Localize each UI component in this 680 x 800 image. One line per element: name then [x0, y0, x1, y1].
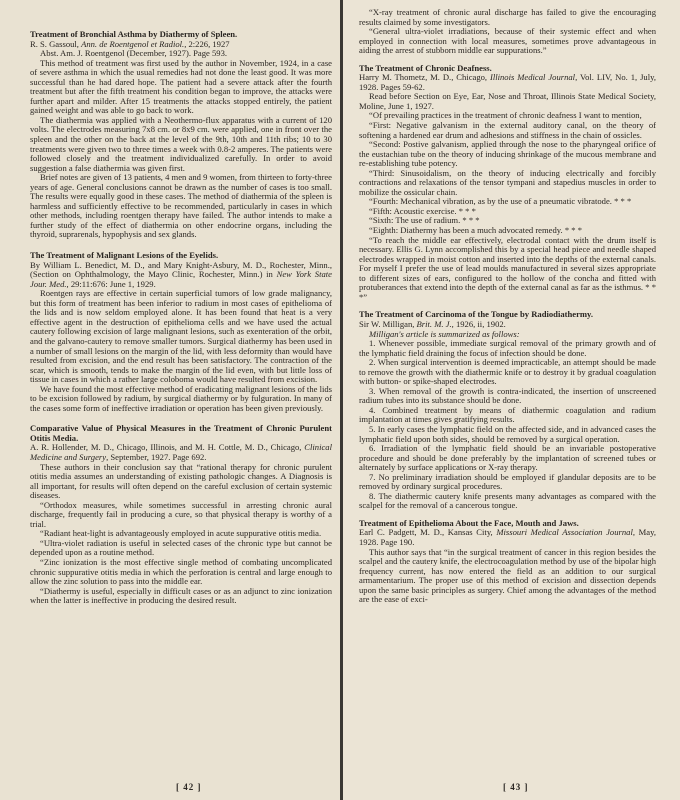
page-number: [ 42 ]	[176, 782, 202, 792]
article-title: Treatment of Bronchial Asthma by Diathermy of Spleen.	[30, 29, 238, 39]
paragraph: “Of prevailing practices in the treatment of chronic deafness I want to mention,	[369, 110, 642, 121]
paragraph: We have found the most effective method of eradicating malignant lesions of the lids to be excision followed by radium, by surgical diathermy or by fulguration. In many of the cases some form of ineffective irradiation or operation has been given previously.	[30, 383, 332, 413]
citation: , 1926, ii, 1902.	[451, 318, 506, 329]
citation: R. S. Gassoul,	[30, 38, 82, 49]
list-item: 7. No preliminary irradiation should be employed if glandular deposits are to be removed by ordinary surgical procedures.	[359, 471, 656, 492]
article-title: The Treatment of Malignant Lesions of the Eyelids.	[30, 250, 219, 261]
journal-name: Brit. M. J.	[416, 318, 452, 329]
journal-name: Ann. de Roentgenol et Radiol.	[81, 38, 185, 49]
paragraph: “Sixth: The use of radium. * * *	[369, 215, 480, 226]
citation: A. R. Hollender, M. D., Chicago, Illinois, and M. H. Cottle, M. D., Chicago,	[30, 442, 305, 453]
list-item: 8. The diathermic cautery knife presents many advantages as compared with the scalpel for the removal of a cancerous tongue.	[359, 490, 656, 511]
abstract-note: Abst. Am. J. Roentgenol (December, 1927). Page 593.	[40, 48, 228, 59]
right-column	[359, 8, 656, 605]
paragraph: “X-ray treatment of chronic aural discharge has failed to give the encouraging results claimed by some investigators.	[359, 7, 656, 27]
journal-name: Clinical Medicine and Surgery	[30, 442, 332, 462]
paragraph: “Fourth: Mechanical vibration, as by the use of a pneumatic vibratode. * * *	[369, 196, 632, 207]
paragraph: “To reach the middle ear effectively, electrodal contact with the drum itself is necessary. Ellis G. Lynn accomplished this by a special head piece and needle shaped electrodes wrapped in moist cotton and inserted into the depths of the external canals. For myself I prefer the use of lead moulds manufactured in several sizes appropriate to different sizes of ears, configured to the hollow of the concha and fitted with protuberances that extend into the depth of the external canal as far as the isthmus. * * *”	[359, 234, 656, 302]
left-column	[30, 30, 332, 606]
list-item: 4. Combined treatment by means of diathermic coagulation and radium implantation at times gives gratifying results.	[359, 404, 656, 425]
list-item: 2. When surgical intervention is deemed impracticable, an attempt should be made to remove the growth with the diathermic knife or to destroy it by gradual coagulation with button- or spike-shaped electrodes.	[359, 357, 656, 387]
paragraph: “General ultra-violet irradiations, because of their systemic effect and when employed in connection with local measures, sometimes prove advantageous in aiding the arrest of stubborn middle ear suppurations.”	[359, 26, 656, 56]
journal-name: Illinois Medical Journal	[489, 72, 576, 83]
article-title: The Treatment of Carcinoma of the Tongue by Radiodiathermy.	[359, 309, 594, 320]
paragraph: “Ultra-violet radiation is useful in selected cases of the chronic type but cannot be depended upon as a routine method.	[30, 537, 332, 558]
paragraph: “Zinc ionization is the most effective single method of combating uncomplicated chronic suppurative otitis media in which the perforation is central and large enough to allow the zinc solution to pass into the middle ear.	[30, 556, 332, 587]
article-title: Treatment of Epithelioma About the Face, Mouth and Jaws.	[359, 517, 579, 528]
paragraph: “Radiant heat-light is advantageously employed in acute suppurative otitis media.	[40, 528, 322, 539]
paragraph: “Second: Postive galvanism, applied through the nose to the pharyngeal orifice of the eustachian tube on the theory of inducing shrinkage of the mucous membrane and re-establishing tube potency.	[359, 139, 656, 169]
paragraph: “First: Negative galvanism in the external auditory canal, on the theory of softening a hardened ear drum and adhesions and stiffness in the chain of ossicles.	[359, 120, 656, 140]
citation: Harry M. Thometz, M. D., Chicago,	[359, 72, 490, 83]
paragraph: Roentgen rays are effective in certain superficial tumors of low grade malignancy, but this form of treatment has been inferior to radium in most cases of epithelioma of the lids and is now seldom employed alone. It has been found that heat is a very effective agent in the destruction of epithelioma cells and we have used the actual cautery following excision of large malignant lesions, such as exenteration of the orbit, and the galvano-cautery to remove smaller tumors. Surgical diathermy has been used in a number of small lesions on the margin of the lid, with less deformity than would have resulted from excision, and the end result has been satisfactory. The contraction of the scar, which is smooth, tends to make the margin of the lid even, with but little loss of tissue in cases in which a rather large coloboma would have resulted from excision.	[30, 288, 332, 385]
paragraph: “Third: Sinusoidalism, on the theory of inducing electrically and forcibly contractions and relaxations of the tensor tympani and stapedius muscles in order to mobilize the ossicular chain.	[359, 167, 656, 197]
right-page	[343, 0, 680, 800]
paragraph: This author says that “in the surgical treatment of cancer in this region besides the scalpel and the cautery knife, the electrocoagulation method by use of the bipolar high frequency current, has now entered the field as an addition to our surgical armamentarium. The proper use of this method of excision and dissection depends upon the same basic principles as surgery. Chief among the advantages of the method are the ease of exci-	[359, 546, 656, 605]
paragraph: The diathermia was applied with a Neothermo-flux apparatus with a current of 120 volts. The electrodes measuring 7x8 cm. or 8x9 cm. were applied, one in front over the spleen and the other on the back at the level of the 9th, 10th and 11th ribs; 10 to 30 treatments were given two to three times a week with 0.8-2 amperes. The patients were followed closely and the treatment individualized carefully. In order to avoid suggestion a false diathermia was given first.	[30, 114, 332, 173]
citation: , Vol. LIV, No. 1, July, 1928. Pages 59-62.	[359, 72, 656, 92]
list-item: 5. In early cases the lymphatic field on the affected side, and in advanced cases the lymphatic field upon both sides, should be removed by a surgical operation.	[359, 423, 656, 444]
paragraph: Read before Section on Eye, Ear, Nose and Throat, Illinois State Medical Society, Moline, June 1, 1927.	[359, 91, 656, 111]
paragraph: These authors in their conclusion say that “rational therapy for chronic purulent otitis media assumes an understanding of existing pathologic changes. A Diagnosis is all important, for results will often depend on the careful exclusion of certain systemic diseases.	[30, 461, 332, 501]
citation: , 29:11:676: June 1, 1929.	[66, 278, 156, 289]
list-item: 1. Whenever possible, immediate surgical removal of the primary growth and of the lymphatic field draining the focus of infection should be done.	[359, 338, 656, 358]
journal-name: Missouri Medical Association Journal	[496, 527, 633, 538]
article-title: The Treatment of Chronic Deafness.	[359, 62, 492, 73]
journal-name: New York State Jour. Med.	[30, 269, 332, 289]
citation: , 2:226, 1927	[184, 38, 230, 49]
article-title: Comparative Value of Physical Measures in the Treatment of Chronic Purulent Otitis Media.	[30, 423, 332, 443]
list-item: 6. Irradiation of the lymphatic field should be an invariable postoperative procedure and should be done preferably by the implantation of screened tubes or alternately by surface applications or X-ray therapy.	[359, 443, 656, 473]
list-item: 3. When removal of the growth is contra-indicated, the insertion of unscreened radium tubes into its substance should be done.	[359, 385, 656, 406]
paragraph: “Diathermy is useful, especially in difficult cases or as an adjunct to zinc ionization when the latter is ineffective in producing the desired result.	[30, 585, 332, 606]
paragraph: “Fifth: Acoustic exercise. * * *	[369, 205, 476, 216]
citation: Sir W. Milligan,	[359, 318, 417, 329]
citation: Earl C. Padgett, M. D., Kansas City,	[359, 527, 497, 538]
paragraph: “Eighth: Diathermy has been a much advocated remedy. * * *	[369, 225, 583, 236]
citation: , September, 1927. Page 692.	[106, 451, 207, 462]
summary-lead: Milligan's article is summarized as follows:	[369, 328, 520, 339]
citation: By William L. Benedict, M. D., and Mary Knight-Asbury, M. D., Rochester, Minn., (Section on Ophthalmology, the Mayo Clinic, Rochester, Minn.) in	[30, 259, 332, 280]
paragraph: “Orthodox measures, while sometimes successful in arresting chronic aural discharge, frequently fail in producing a cure, so that physical therapy is worthy of a trial.	[30, 499, 332, 529]
page-number: [ 43 ]	[503, 782, 529, 792]
paragraph: Brief notes are given of 13 patients, 4 men and 9 women, from thirteen to forty-three years of age. General conclusions cannot be drawn as the number of cases is too small. The results were equally good in these cases. The method of diathermia of the spleen is harmless and sufficiently effective to be recommended, particularly in cases in which other methods, including roentgen therapy have failed. The author intends to make a further study of the effect of diathermia on other endocrine organs, including the thyroid, suprarenals, hypophysis and sex glands.	[30, 172, 332, 240]
paragraph: This method of treatment was first used by the author in November, 1924, in a case of severe asthma in which the usual remedies had not done the least good. It was more successful than he had dared hope. The patient had a severe attack after the fourth treatment but after the fifth treatment his condition began to improve, the attacks were further apart and milder. After 15 treatments the attacks stopped entirely, the patient gained weight and was able to go back to work.	[30, 57, 332, 116]
citation: , May, 1928. Page 190.	[359, 527, 656, 547]
